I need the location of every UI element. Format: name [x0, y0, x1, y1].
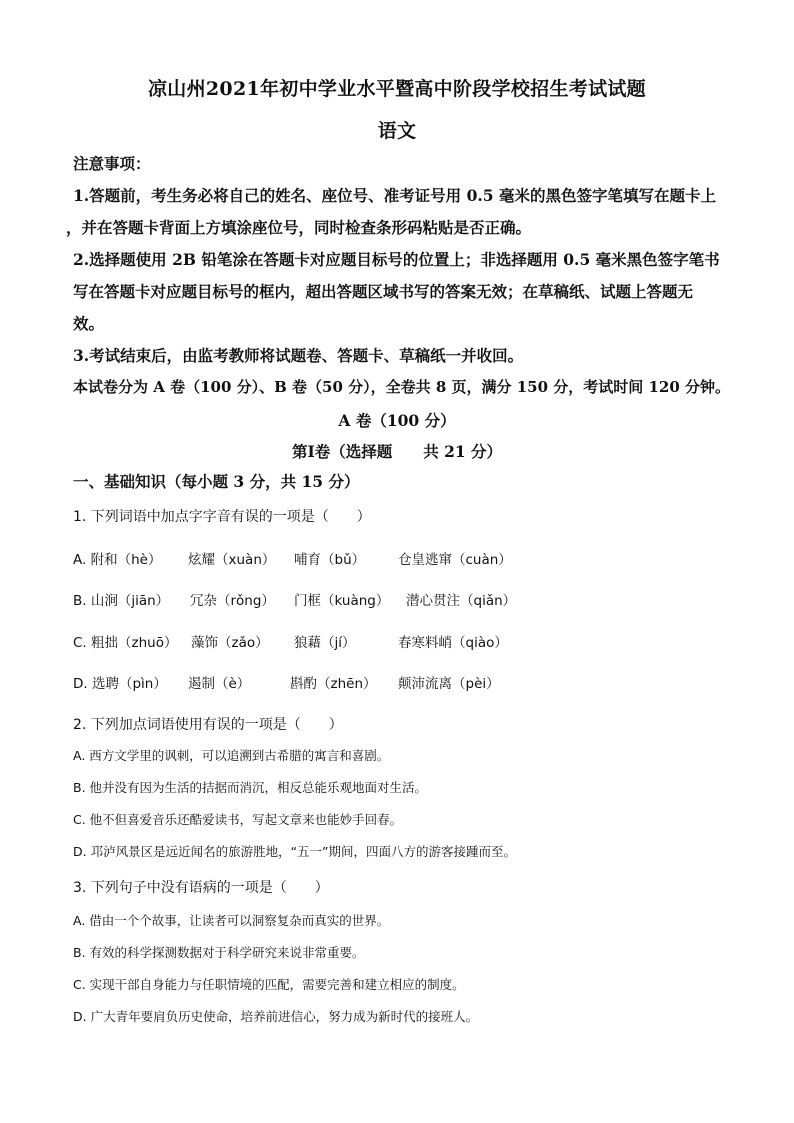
notice-line: ，并在答题卡背面上方填涂座位号，同时检查条形码粘贴是否正确。 [66, 218, 532, 237]
q1-word: 哺育（bǔ） [294, 552, 366, 568]
subject-title: 语文 [377, 120, 417, 142]
notice-line: 2.选择题使用 2B 铅笔涂在答题卡对应题目标号的位置上；非选择题用 0.5 毫米黑色签字笔书 [73, 250, 720, 269]
q1-word: 遏制（è） [188, 676, 251, 692]
q1-word: 仓皇逃窜（cuàn） [398, 552, 512, 568]
q1-word: 斟酌（zhēn） [290, 676, 377, 692]
notice-line: 写在答题卡对应题目标号的框内，超出答题区域书写的答案无效；在草稿纸、试题上答题无 [73, 282, 694, 301]
question-2-option: C. 他不但喜爱音乐还酷爱读书，写起文章来也能妙手回春。 [73, 812, 403, 827]
exam-summary: 本试卷分为 A 卷（100 分）、B 卷（50 分），全卷共 8 页，满分 150 分，考试时间 120 分钟。 [73, 378, 731, 396]
q1-word: D. 选聘（pìn） [73, 676, 167, 692]
exam-title: 凉山州2021年初中学业水平暨高中阶段学校招生考试试题 [148, 78, 646, 100]
question-3-stem: 3. 下列句子中没有语病的一项是（ ） [73, 880, 329, 896]
question-2-option: D. 邛泸风景区是远近闻名的旅游胜地，“五一”期间，四面八方的游客接踵而至。 [73, 844, 517, 859]
question-3-option: A. 借由一个个故事，让读者可以洞察复杂而真实的世界。 [73, 913, 390, 928]
q1-word: 炫耀（xuàn） [188, 552, 276, 568]
question-3-option: C. 实现干部自身能力与任职情境的匹配，需要完善和建立相应的制度。 [73, 977, 465, 992]
notice-heading: 注意事项： [73, 154, 151, 173]
question-3-option: B. 有效的科学探测数据对于科学研究来说非常重要。 [73, 945, 365, 960]
notice-line: 效。 [73, 314, 105, 333]
q1-word: A. 附和（hè） [73, 552, 162, 568]
q1-word: 潜心贯注（qiǎn） [406, 593, 517, 609]
q1-word: 狼藉（jí） [294, 635, 356, 651]
q1-word: 冗杂（rǒng） [190, 593, 275, 609]
question-2-option: A. 西方文学里的讽刺，可以追溯到古希腊的寓言和喜剧。 [73, 748, 390, 763]
q1-word: C. 粗拙（zhuō） [73, 635, 178, 651]
q1-word: 门框（kuàng） [294, 593, 390, 609]
question-2-option: B. 他并没有因为生活的拮据而消沉，相反总能乐观地面对生活。 [73, 780, 428, 795]
q1-word: B. 山涧（jiān） [73, 593, 170, 609]
q1-word: 藻饰（zǎo） [191, 635, 269, 651]
question-2-stem: 2. 下列加点词语使用有误的一项是（ ） [73, 717, 343, 733]
part-one-heading: 第Ⅰ卷（选择题 共 21 分） [291, 442, 503, 461]
section-heading: 一、基础知识（每小题 3 分，共 15 分） [73, 472, 360, 491]
notice-line: 3.考试结束后，由监考教师将试题卷、答题卡、草稿纸一并收回。 [73, 346, 524, 365]
paper-a-heading: A 卷（100 分） [338, 411, 456, 430]
notice-line: 1.答题前，考生务必将自己的姓名、座位号、准考证号用 0.5 毫米的黑色签字笔填写在题卡上 [73, 186, 716, 205]
question-3-option: D. 广大青年要肩负历史使命，培养前进信心，努力成为新时代的接班人。 [73, 1009, 479, 1024]
q1-word: 春寒料峭（qiào） [398, 635, 508, 651]
question-1-stem: 1. 下列词语中加点字字音有误的一项是（ ） [73, 509, 371, 525]
q1-word: 颠沛流离（pèi） [398, 676, 500, 692]
